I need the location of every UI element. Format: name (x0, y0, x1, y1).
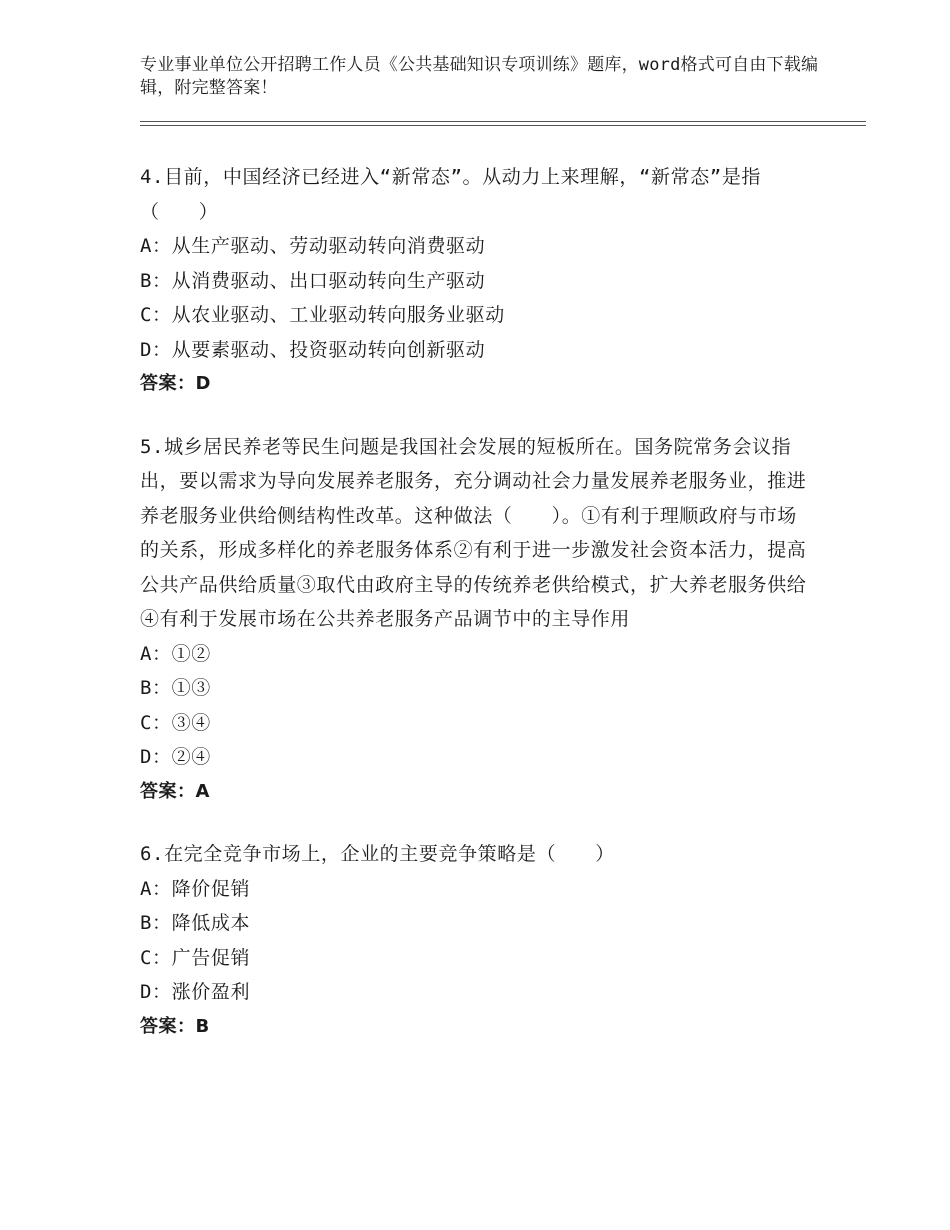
answer-line (140, 367, 810, 402)
question-stem: 6.在完全竞争市场上，企业的主要竞争策略是（ ） (140, 843, 615, 865)
answer-line (140, 1010, 810, 1045)
document-header: 专业事业单位公开招聘工作人员《公共基础知识专项训练》题库，word格式可自由下载编辑，附完整答案！ (140, 55, 819, 98)
header-divider-top (140, 121, 866, 122)
answer-label: 答案： (140, 373, 196, 394)
option-b: B：降低成本 (140, 912, 251, 934)
answer-line (140, 775, 810, 810)
answer-label: 答案： (140, 780, 196, 802)
option-a: A：①② (140, 642, 211, 665)
question-4 (140, 160, 810, 402)
answer-value: A (195, 780, 210, 802)
option-d: D：从要素驱动、投资驱动转向创新驱动 (140, 338, 486, 361)
question-6 (140, 837, 810, 1044)
header-divider-bottom (140, 125, 866, 126)
answer-value: B (195, 1015, 210, 1037)
option-b: B：从消费驱动、出口驱动转向生产驱动 (140, 269, 486, 292)
question-list (140, 160, 810, 1072)
option-c: C：广告促销 (140, 946, 251, 969)
option-d: D：②④ (140, 746, 211, 768)
question-5 (140, 430, 810, 810)
question-stem: 4.目前，中国经济已经进入“新常态”。从动力上来理解，“新常态”是指（ ） (140, 166, 762, 223)
option-b: B：①③ (140, 677, 211, 699)
option-c: C：从农业驱动、工业驱动转向服务业驱动 (140, 304, 505, 326)
option-a: A：降价促销 (140, 877, 251, 900)
answer-value: D (195, 373, 211, 394)
answer-label: 答案： (140, 1015, 196, 1037)
option-d: D：涨价盈利 (140, 981, 251, 1003)
option-a: A：从生产驱动、劳动驱动转向消费驱动 (140, 235, 486, 257)
question-stem: 5.城乡居民养老等民生问题是我国社会发展的短板所在。国务院常务会议指出，要以需求为导向发展养老服务，充分调动社会力量发展养老服务业，推进养老服务业供给侧结构性改革。这种做法（ ）。①有利于理顺政府与市场的关系，形成多样化的养老服务体系②有利于进一步激发社会资本活力，提高公共产品供给质量③取代由政府主导的传统养老供给模式，扩大养老服务供给④有利于发展市场在公共养老服务产品调节中的主导作用 (140, 435, 807, 630)
option-c: C：③④ (140, 711, 211, 734)
